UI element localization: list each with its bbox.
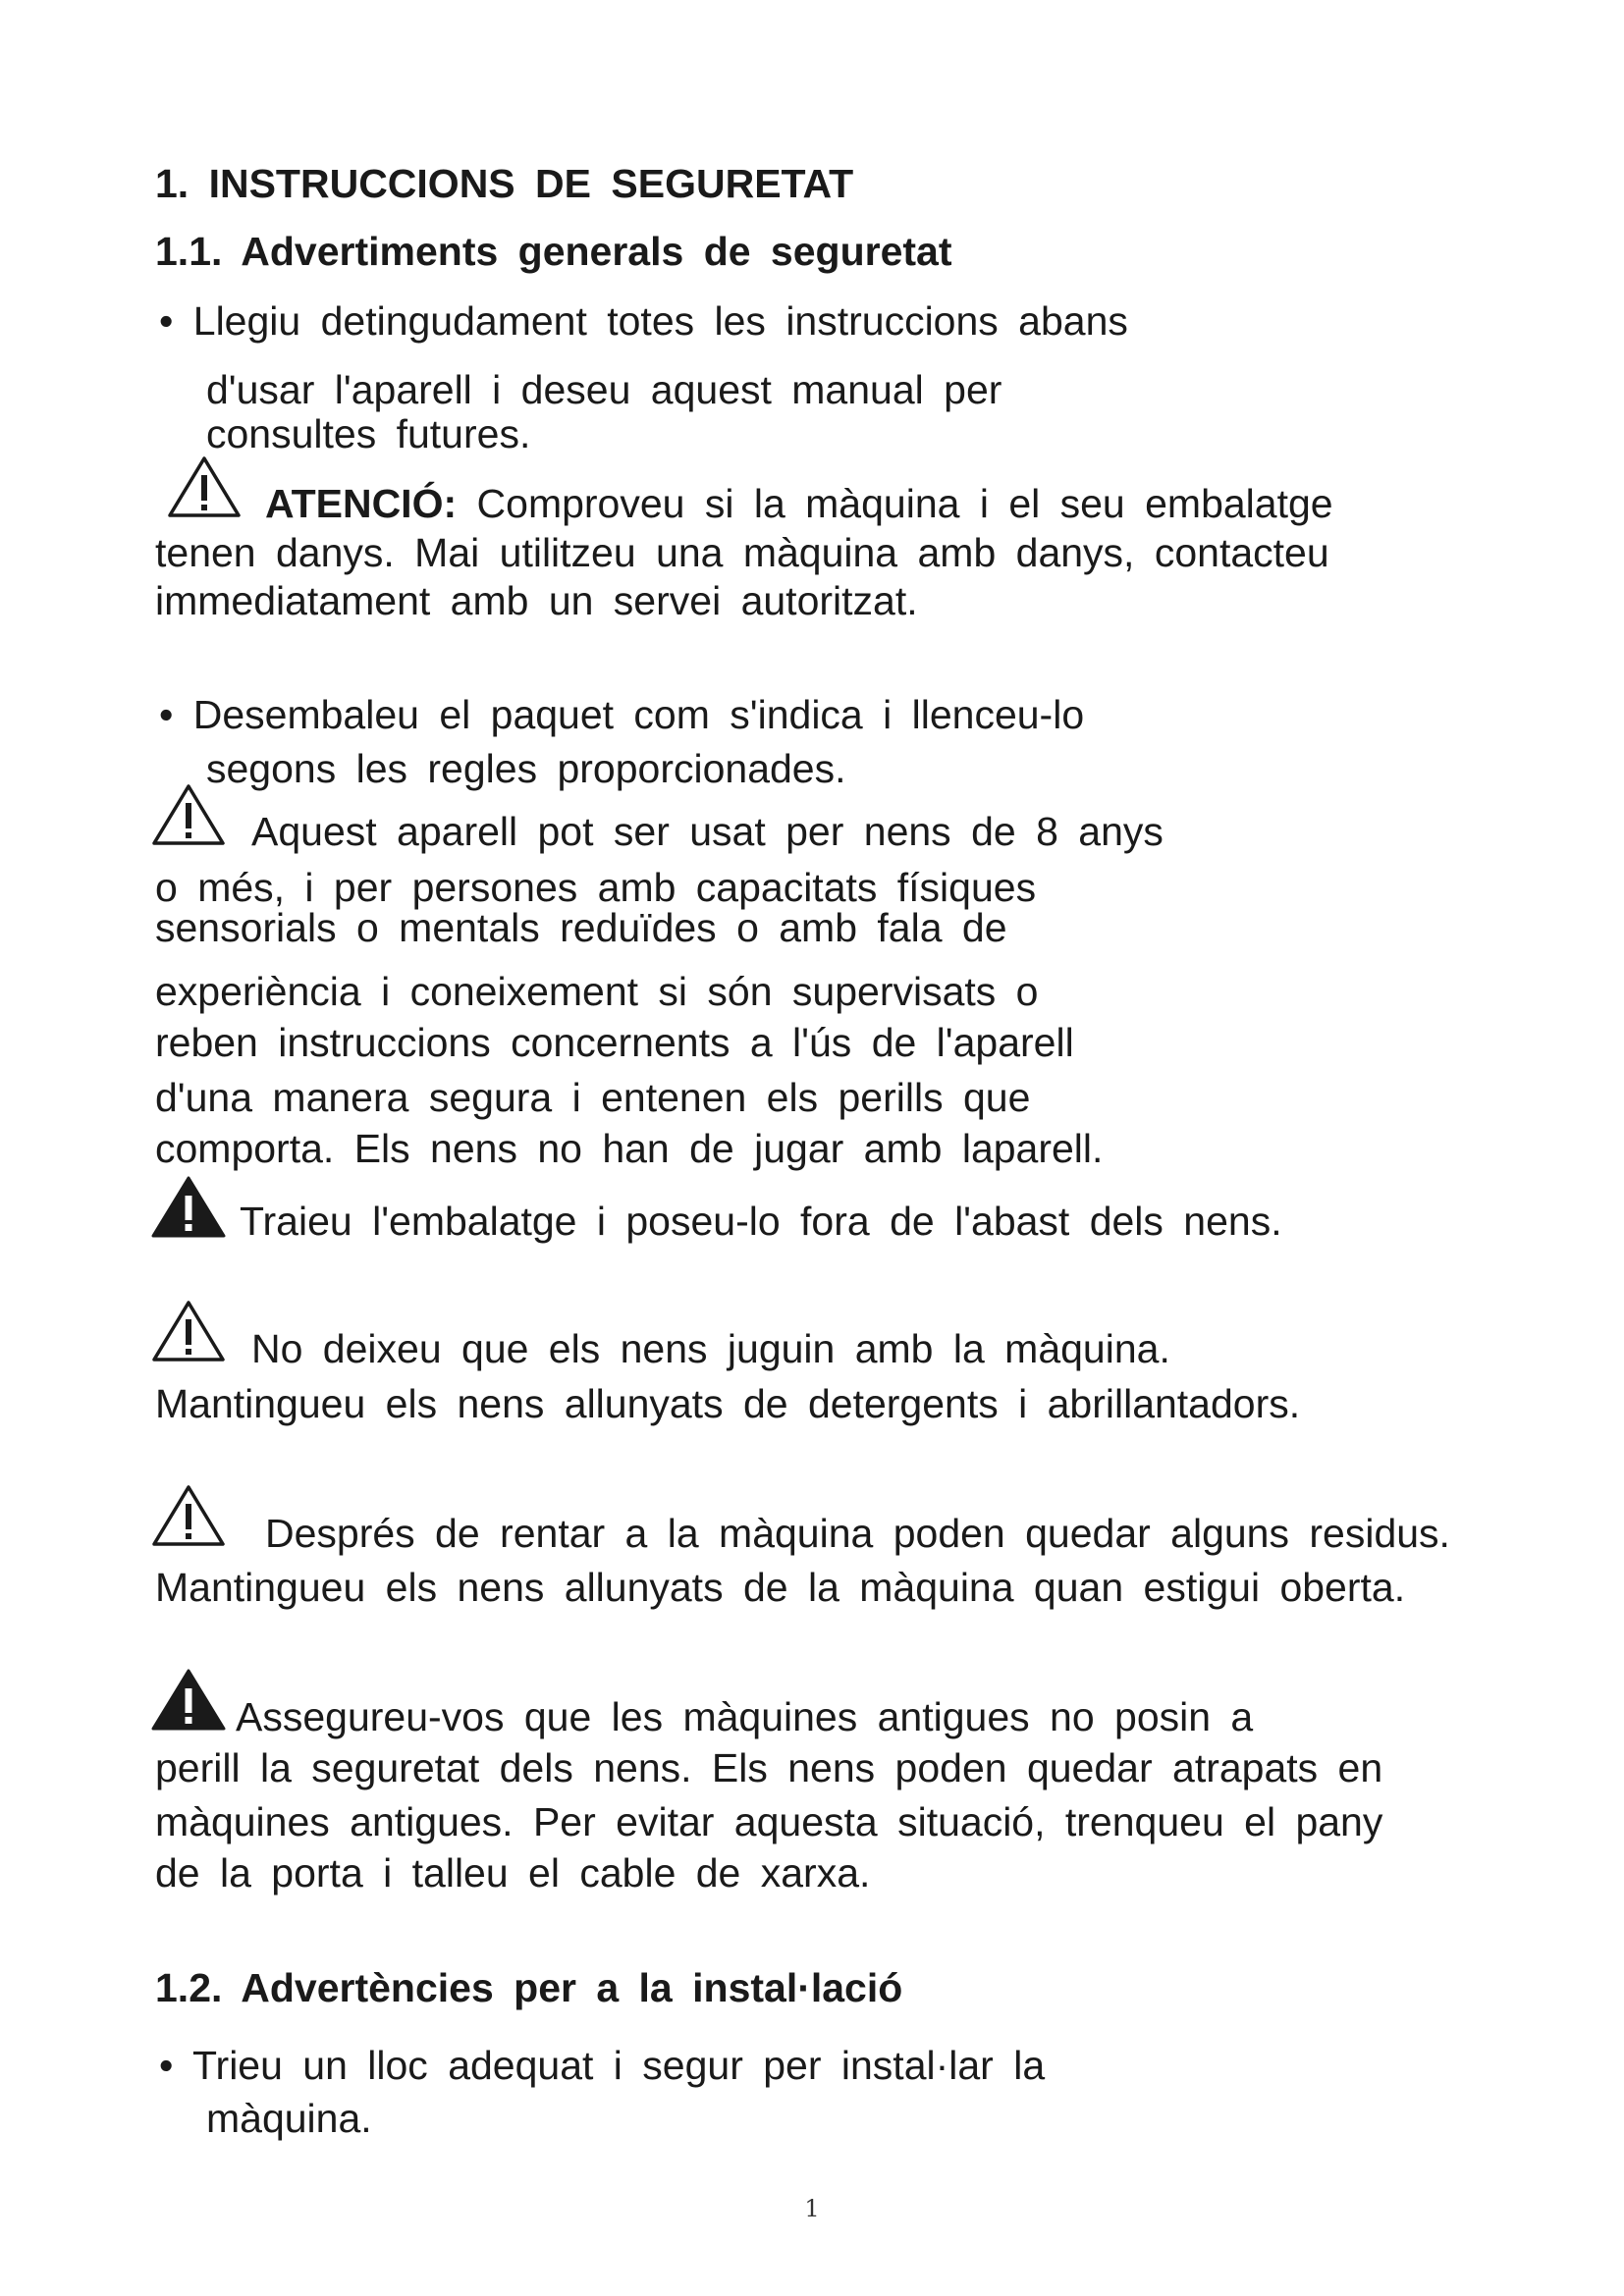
warning-outline-icon bbox=[151, 1298, 226, 1362]
warning-old-machines-line: Assegureu-vos que les màquines antigues no posin a bbox=[236, 1694, 1254, 1739]
warning-text: Comproveu si la màquina i el seu embalatge bbox=[476, 481, 1333, 526]
warning-filled-icon bbox=[151, 1174, 226, 1239]
text-line: consultes futures. bbox=[206, 411, 531, 456]
bullet-text: Llegiu detingudament totes les instruccions abans bbox=[192, 298, 1128, 344]
text-line: perill la seguretat dels nens. Els nens poden quedar atrapats en bbox=[155, 1745, 1383, 1790]
bullet-mark: • bbox=[159, 692, 174, 737]
text-line: reben instruccions concernents a l'ús de l'aparell bbox=[155, 1020, 1074, 1065]
text-line: experiència i coneixement si són supervisats o bbox=[155, 969, 1039, 1014]
bullet-choose-location bbox=[159, 2041, 1045, 2090]
bullet-read-instructions bbox=[159, 296, 1128, 346]
bullet-text: Trieu un lloc adequat i segur per instal·lar la bbox=[192, 2043, 1046, 2088]
heading-general-warnings: 1.1. Advertiments generals de seguretat bbox=[155, 229, 952, 274]
page-number: 1 bbox=[804, 2195, 820, 2222]
text-line: comporta. Els nens no han de jugar amb laparell. bbox=[155, 1126, 1104, 1171]
warning-attention-line bbox=[265, 479, 1333, 528]
warning-outline-icon bbox=[151, 781, 226, 846]
warning-packaging-line: Traieu l'embalatge i poseu-lo fora de l'abast dels nens. bbox=[240, 1199, 1282, 1244]
warning-filled-icon bbox=[151, 1667, 226, 1732]
warning-children-line: Aquest aparell pot ser usat per nens de 8 anys bbox=[251, 809, 1164, 854]
text-line: sensorials o mentals reduïdes o amb fala de bbox=[155, 905, 1007, 950]
bullet-unpack bbox=[159, 690, 1084, 739]
warning-residues-line: Després de rentar a la màquina poden quedar alguns residus. bbox=[265, 1511, 1450, 1556]
warning-outline-icon bbox=[167, 454, 242, 518]
text-line: o més, i per persones amb capacitats físiques bbox=[155, 865, 1037, 910]
text-line: immediatament amb un servei autoritzat. bbox=[155, 578, 918, 623]
heading-safety-instructions: 1. INSTRUCCIONS DE SEGURETAT bbox=[155, 161, 854, 206]
bullet-text: Desembaleu el paquet com s'indica i llenceu-lo bbox=[192, 692, 1085, 737]
warning-outline-icon bbox=[151, 1482, 226, 1547]
text-line: màquines antigues. Per evitar aquesta situació, trenqueu el pany bbox=[155, 1799, 1383, 1844]
text-line: tenen danys. Mai utilitzeu una màquina amb danys, contacteu bbox=[155, 530, 1329, 575]
warning-no-play-line: No deixeu que els nens juguin amb la màquina. bbox=[251, 1326, 1170, 1371]
text-line: màquina. bbox=[206, 2096, 372, 2141]
heading-installation-warnings: 1.2. Advertències per a la instal·lació bbox=[155, 1965, 903, 2010]
text-line: segons les regles proporcionades. bbox=[206, 746, 846, 791]
text-line: d'una manera segura i entenen els perills que bbox=[155, 1075, 1031, 1120]
text-line: Mantingueu els nens allunyats de la màquina quan estigui oberta. bbox=[155, 1565, 1406, 1610]
bullet-mark: • bbox=[159, 2043, 174, 2088]
text-line: d'usar l'aparell i deseu aquest manual per bbox=[206, 367, 1002, 412]
text-line: de la porta i talleu el cable de xarxa. bbox=[155, 1850, 871, 1896]
bullet-mark: • bbox=[159, 298, 174, 344]
attention-label: ATENCIÓ: bbox=[265, 481, 458, 526]
text-line: Mantingueu els nens allunyats de detergents i abrillantadors. bbox=[155, 1381, 1301, 1426]
